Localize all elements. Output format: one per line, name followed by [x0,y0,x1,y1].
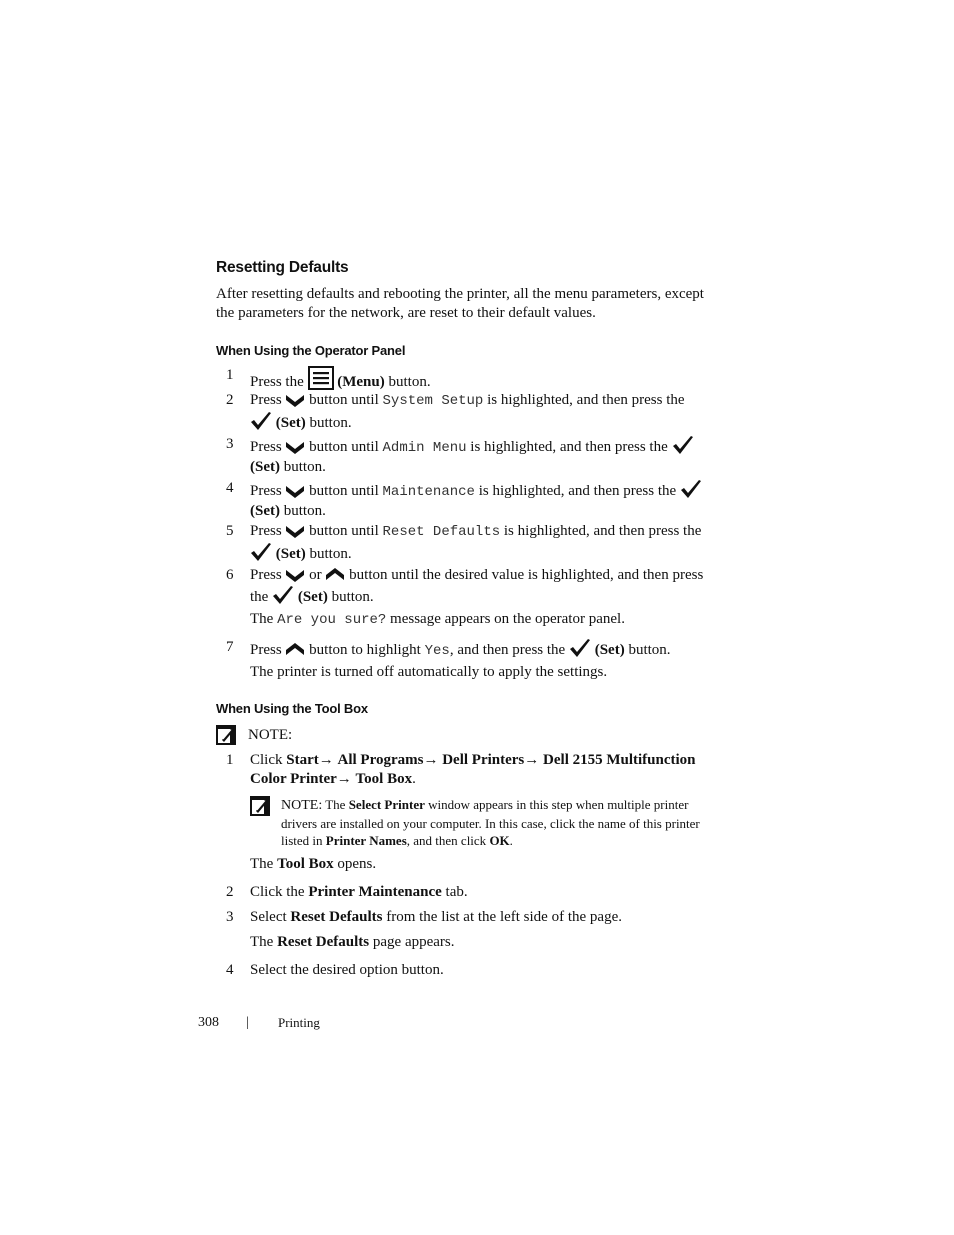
step-number: 3 [226,436,234,452]
toolbox-step-3 [216,908,716,927]
step-number: 2 [226,392,234,408]
step-text: button to highlight [309,642,421,658]
operator-step-5 [216,522,716,564]
section-heading: Resetting Defaults [216,259,349,276]
menu-path-dell-printers: Dell Printers [442,752,525,768]
step-text: button until [309,439,379,455]
note-pencil-icon [216,725,236,745]
down-arrow-icon [285,483,305,499]
operator-step-4 [216,479,716,521]
note-text: . [509,833,513,848]
step-text: button. [309,415,352,431]
set-label: (Set) [275,546,306,562]
step-text: button. [331,589,374,605]
step-text: Press [250,392,282,408]
step-number: 1 [226,752,234,768]
select-printer-note [250,796,720,850]
up-arrow-icon [325,567,345,583]
step-7-result: The printer is turned off automatically to apply the settings. [250,664,608,680]
up-arrow-icon [285,642,305,658]
down-arrow-icon [285,392,305,408]
footer-separator: | [246,1015,249,1030]
page-number: 308 [198,1015,219,1030]
menu-label: (Menu) [337,374,385,390]
step-text: Click the [250,884,305,900]
operator-panel-heading: When Using the Operator Panel [216,343,406,358]
step-number: 2 [226,884,234,900]
menu-item-code: Reset Defaults [382,524,501,540]
set-label: (Set) [250,503,280,519]
down-arrow-icon [285,523,305,539]
result-text: message appears on the operator panel. [390,611,625,627]
checkmark-icon [569,638,591,658]
toolbox-step-4 [216,961,716,980]
step-text: button until [309,483,379,499]
arrow-icon: → [336,771,352,787]
menu-icon [308,366,334,390]
step-text: tab. [445,884,468,900]
step-text: Select [250,909,287,925]
set-label: (Set) [297,589,328,605]
step-number: 5 [226,523,234,539]
checkmark-icon [272,585,294,605]
panel-message-code: Are you sure? [277,612,387,628]
step-text: the [250,589,269,605]
operator-step-6 [216,566,716,607]
result-text: The [250,856,274,872]
step-number: 3 [226,909,234,925]
step-text: button until the desired value is highlighted, and then press [349,567,704,583]
reset-defaults-label: Reset Defaults [290,909,383,925]
step-text: button. [283,503,326,519]
printer-names-label: Printer Names [325,833,407,848]
intro-paragraph: After resetting defaults and rebooting the printer, all the menu parameters, except the parameters for the network, are reset to their default values. [216,286,704,321]
toolbox-step-1-result [250,855,720,874]
step-text: is highlighted, and then press the [470,439,668,455]
step-text: Press the [250,374,304,390]
step-text: button. [628,642,671,658]
step-text: Press [250,523,282,539]
checkmark-icon [250,411,272,431]
result-text: The [250,934,274,950]
note-text: window appears in this step when multiple printer drivers are installed on your computer. In this case, click the name of this printer listed in [281,797,700,848]
note-text: The [325,797,346,812]
step-text: button until [309,523,379,539]
arrow-icon: → [423,752,439,768]
menu-path-printer-line2: Color Printer [250,771,337,787]
step-text: or [309,567,322,583]
step-6-result [250,610,720,630]
step-number: 1 [226,367,234,383]
step-text: Select the desired option button. [250,962,444,978]
step-text: Click [250,752,283,768]
step-text: Press [250,483,282,499]
note-pencil-icon [250,796,270,816]
tool-box-heading: When Using the Tool Box [216,701,368,716]
step-number: 6 [226,567,234,583]
note-label: NOTE: [281,798,323,813]
menu-item-code: Admin Menu [382,440,467,456]
menu-path-all-programs: All Programs [337,752,424,768]
checkmark-icon [250,542,272,562]
reset-defaults-label: Reset Defaults [277,934,370,950]
tool-box-label: Tool Box [277,856,334,872]
step-number: 4 [226,962,234,978]
toolbox-step-3-result [250,933,720,952]
step-text: Press [250,642,282,658]
menu-path-start: Start [286,752,319,768]
step-text: button. [309,546,352,562]
step-text: . [412,771,416,787]
step-text: button until [309,392,379,408]
step-text: button. [283,459,326,475]
arrow-icon: → [318,752,334,768]
menu-path-printer-line1: Dell 2155 Multifunction [543,752,696,768]
operator-step-3 [216,435,716,477]
step-text: button. [388,374,431,390]
footer-section: Printing [278,1015,320,1030]
step-number: 7 [226,639,234,655]
operator-step-1 [216,366,716,392]
note-text: , and then click [406,833,487,848]
note [216,725,292,745]
set-label: (Set) [275,415,306,431]
step-text: Press [250,567,282,583]
printer-maintenance-label: Printer Maintenance [308,884,442,900]
toolbox-step-1 [216,751,716,789]
step-text: is highlighted, and then press the [478,483,677,499]
set-label: (Set) [594,642,625,658]
down-arrow-icon [285,567,305,583]
checkmark-icon [672,435,694,455]
menu-item-code: System Setup [382,393,484,409]
set-label: (Set) [250,459,280,475]
menu-item-code: Yes [424,643,450,659]
menu-path-tool-box: Tool Box [355,771,413,787]
menu-item-code: Maintenance [382,484,475,500]
result-text: page appears. [372,934,455,950]
note-label: NOTE: [248,727,293,743]
result-text: The [250,611,274,627]
operator-step-7 [216,638,716,661]
down-arrow-icon [285,439,305,455]
operator-step-2 [216,391,716,433]
result-text: opens. [337,856,377,872]
toolbox-step-2 [216,883,716,902]
checkmark-icon [680,479,702,499]
step-text: is highlighted, and then press the [503,523,702,539]
step-number: 4 [226,480,234,496]
step-text: from the list at the left side of the page. [386,909,622,925]
select-printer-label: Select Printer [348,797,425,812]
step-text: Press [250,439,282,455]
step-text: is highlighted, and then press the [487,392,685,408]
arrow-icon: → [524,752,540,768]
step-text: , and then press the [449,642,566,658]
ok-label: OK [489,833,510,848]
